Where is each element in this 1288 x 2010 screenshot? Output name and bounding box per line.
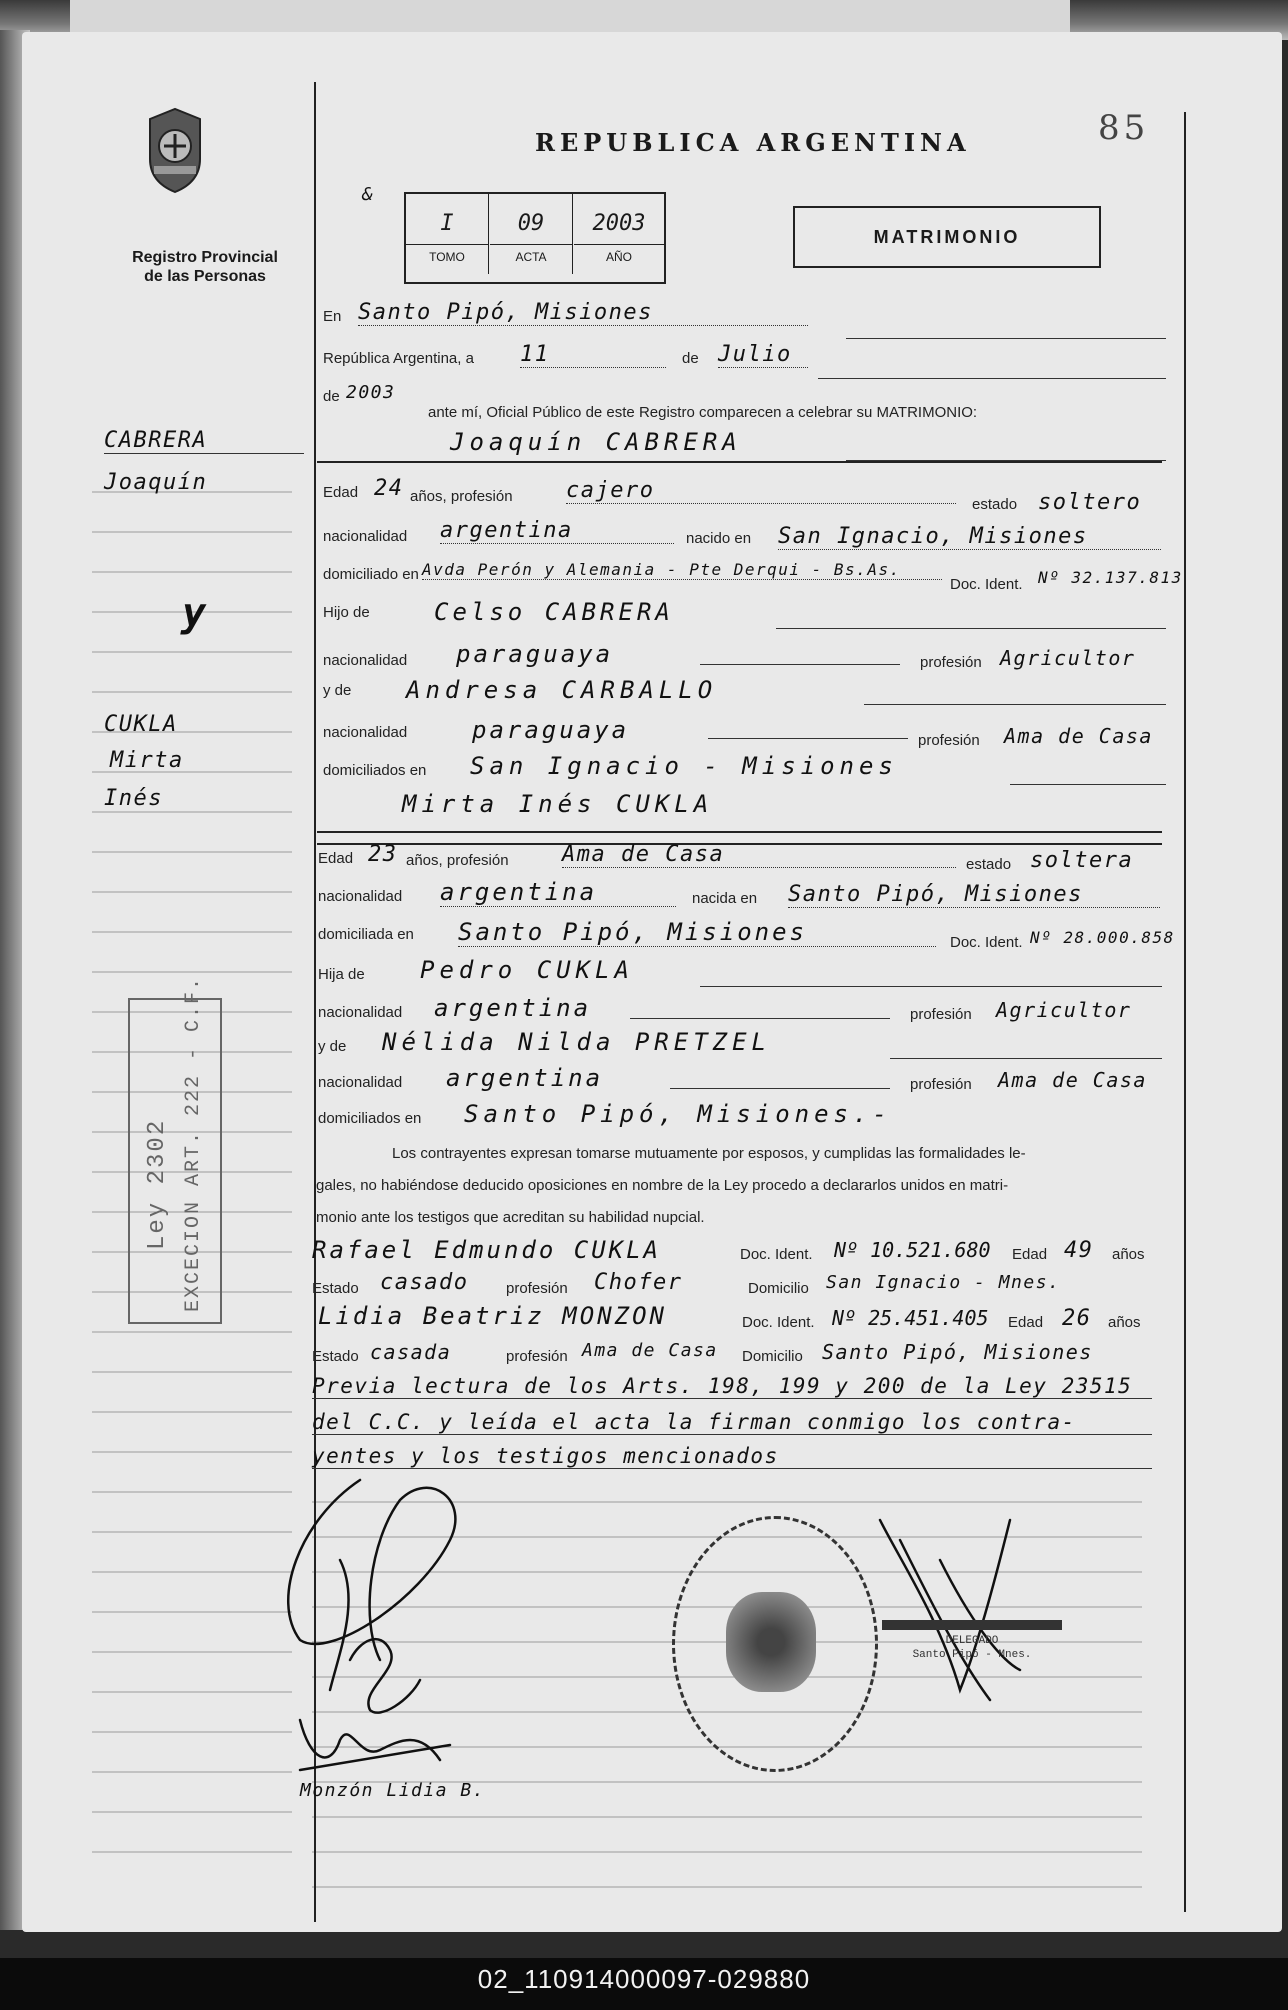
de-label: de bbox=[682, 350, 699, 367]
groom-mother-prof-label: profesión bbox=[918, 732, 980, 749]
law-exemption-stamp bbox=[128, 975, 222, 1324]
groom-edad-label: Edad bbox=[323, 484, 359, 501]
groom-mother: Andresa CARBALLO bbox=[406, 676, 718, 704]
acta-value: 09 bbox=[490, 194, 572, 245]
republica-label: República Argentina, a bbox=[323, 350, 474, 367]
groom-father-nac-label: nacionalidad bbox=[323, 652, 408, 669]
declaration-line3: monio ante los testigos que acreditan su habilidad nupcial. bbox=[316, 1209, 705, 1226]
groom-mother-nationality: paraguaya bbox=[472, 716, 630, 744]
witness1-anos-label: años bbox=[1112, 1246, 1145, 1263]
witness1-age: 49 bbox=[1064, 1238, 1094, 1263]
officer-stamp-line1: DELEGADO bbox=[945, 1635, 999, 1647]
officer-stamp-line2: Santo Pipó - Mnes. bbox=[912, 1649, 1032, 1661]
bride-father: Pedro CUKLA bbox=[420, 956, 634, 984]
margin-mark: & bbox=[362, 184, 375, 205]
witness1-doc-label: Doc. Ident. bbox=[740, 1246, 813, 1263]
margin-bride-name2: Inés bbox=[104, 786, 163, 811]
bride-father-nat-underline bbox=[630, 1018, 890, 1019]
month: Julio bbox=[718, 342, 808, 368]
bride-father-nac-label: nacionalidad bbox=[318, 1004, 403, 1021]
witness2-doc: Nº 25.451.405 bbox=[832, 1306, 989, 1330]
margin-bride-surname: CUKLA bbox=[104, 712, 178, 737]
margin-connector: y bbox=[182, 590, 208, 636]
groom-parents-dom-label: domiciliados en bbox=[323, 762, 427, 779]
groom-father-prof-label: profesión bbox=[920, 654, 982, 671]
groom-name-underline bbox=[846, 460, 1166, 461]
margin-groom-name: Joaquín bbox=[104, 470, 208, 495]
groom-address: Avda Perón y Alemania - Pte Derqui - Bs.As. bbox=[422, 560, 942, 580]
witness2-signature-text: Monzón Lidia B. bbox=[300, 1780, 486, 1801]
groom-birthplace: San Ignacio, Misiones bbox=[778, 524, 1161, 550]
groom-nac-label: nacionalidad bbox=[323, 528, 408, 545]
bride-mother: Nélida Nilda PRETZEL bbox=[382, 1028, 771, 1056]
bride-father-prof-label: profesión bbox=[910, 1006, 972, 1023]
witness2-doc-label: Doc. Ident. bbox=[742, 1314, 815, 1331]
declaration-line2: gales, no habiéndose deducido oposiciones en nombre de la Ley procedo a declararlos unidos en matri- bbox=[316, 1177, 1009, 1194]
image-code: 02_110914000097-029880 bbox=[477, 1964, 811, 1994]
witness2-age: 26 bbox=[1062, 1306, 1092, 1331]
witness2-edad-label: Edad bbox=[1008, 1314, 1044, 1331]
groom-father-nationality: paraguaya bbox=[456, 640, 614, 668]
acta-label: ACTA bbox=[515, 250, 547, 264]
groom-profession: cajero bbox=[566, 478, 956, 504]
tomo-value: I bbox=[406, 194, 488, 245]
groom-father: Celso CABRERA bbox=[434, 598, 674, 626]
bride-nac-label: nacionalidad bbox=[318, 888, 403, 905]
witness1-profesion-label: profesión bbox=[506, 1280, 568, 1297]
notes-line1: Previa lectura de los Arts. 198, 199 y 200 de la Ley 23515 bbox=[312, 1374, 1152, 1399]
bride-age: 23 bbox=[368, 842, 398, 867]
tomo-label: TOMO bbox=[429, 250, 465, 264]
groom-yde-label: y de bbox=[323, 682, 352, 699]
registry-emblem-icon bbox=[140, 104, 210, 194]
witness1-domicilio-label: Domicilio bbox=[748, 1280, 809, 1297]
page-number: 85 bbox=[1098, 108, 1150, 148]
bride-estado-label: estado bbox=[966, 856, 1012, 873]
bride-doc-label: Doc. Ident. bbox=[950, 934, 1023, 951]
witness2-civil-state: casada bbox=[370, 1340, 452, 1364]
groom-anos-label: años, profesión bbox=[410, 488, 513, 505]
registry-line1: Registro Provincial bbox=[132, 249, 278, 266]
witness2-name: Lidia Beatriz MONZON bbox=[318, 1302, 667, 1330]
groom-father-nat-underline bbox=[700, 664, 900, 665]
bride-full-name: Mirta Inés CUKLA bbox=[402, 790, 714, 818]
witness1-address: San Ignacio - Mnes. bbox=[826, 1272, 1061, 1293]
groom-parents-underline bbox=[1010, 784, 1166, 785]
place: Santo Pipó, Misiones bbox=[358, 300, 808, 326]
groom-mother-nac-label: nacionalidad bbox=[323, 724, 408, 741]
en-label: En bbox=[323, 308, 342, 325]
bride-nacida-label: nacida en bbox=[692, 890, 758, 907]
officer-stamp-name-bar bbox=[882, 1620, 1062, 1630]
groom-mother-underline bbox=[864, 704, 1166, 705]
bride-father-underline bbox=[700, 986, 1162, 987]
groom-full-name: Joaquín CABRERA bbox=[450, 428, 742, 456]
tomo-cell bbox=[406, 194, 489, 274]
place-underline bbox=[846, 338, 1166, 339]
registry-label bbox=[120, 248, 290, 286]
groom-dom-label: domiciliado en bbox=[323, 566, 419, 583]
groom-father-profession: Agricultor bbox=[1000, 646, 1136, 670]
notes-line2: del C.C. y leída el acta la firman conmigo los contra- bbox=[312, 1410, 1152, 1435]
witness1-civil-state: casado bbox=[380, 1270, 469, 1295]
bride-birthplace: Santo Pipó, Misiones bbox=[788, 882, 1160, 908]
declaration-line1: Los contrayentes expresan tomarse mutuamente por esposos, y cumplidas las formalidades le- bbox=[392, 1145, 1026, 1162]
officer-stamp bbox=[872, 1620, 1072, 1662]
ano-label: AÑO bbox=[605, 250, 632, 264]
groom-hijo-label: Hijo de bbox=[323, 604, 370, 621]
witness1-profession: Chofer bbox=[594, 1270, 683, 1295]
bride-doc: Nº 28.000.858 bbox=[1030, 928, 1175, 947]
country-title: REPUBLICA ARGENTINA bbox=[535, 128, 971, 157]
acta-cell bbox=[490, 194, 573, 274]
bride-parents-dom-label: domiciliados en bbox=[318, 1110, 422, 1127]
previous-page-edge bbox=[70, 0, 1070, 35]
bride-mother-underline bbox=[890, 1058, 1162, 1059]
groom-estado-label: estado bbox=[972, 496, 1018, 513]
groom-nationality: argentina bbox=[440, 518, 674, 544]
right-rule bbox=[1184, 112, 1186, 1912]
bride-civil-state: soltera bbox=[1030, 848, 1134, 873]
witness2-anos-label: años bbox=[1108, 1314, 1141, 1331]
groom-father-underline bbox=[776, 628, 1166, 629]
bride-nationality: argentina bbox=[440, 878, 676, 907]
groom-mother-profession: Ama de Casa bbox=[1004, 724, 1153, 748]
year: 2003 bbox=[346, 382, 396, 403]
margin-groom-surname: CABRERA bbox=[104, 428, 304, 454]
act-type-box: MATRIMONIO bbox=[793, 206, 1101, 268]
bride-hija-label: Hija de bbox=[318, 966, 365, 983]
tomo-acta-ano-box bbox=[404, 192, 666, 284]
bride-parents-address: Santo Pipó, Misiones.- bbox=[464, 1100, 892, 1128]
bride-mother-nationality: argentina bbox=[446, 1064, 604, 1092]
year-prefix: de bbox=[323, 388, 340, 405]
bride-mother-prof-label: profesión bbox=[910, 1076, 972, 1093]
margin-bride-name1: Mirta bbox=[110, 748, 184, 773]
witness1-estado-label: Estado bbox=[312, 1280, 359, 1297]
bride-mother-nat-underline bbox=[670, 1088, 890, 1089]
registry-line2: de las Personas bbox=[144, 268, 266, 285]
bride-edad-label: Edad bbox=[318, 850, 354, 867]
seal-center bbox=[726, 1592, 816, 1692]
stamp-line2: EXCECION ART. 222 - C.F. bbox=[182, 975, 205, 1312]
groom-age: 24 bbox=[374, 476, 404, 501]
month-underline bbox=[818, 378, 1166, 379]
bride-profession: Ama de Casa bbox=[562, 842, 956, 868]
witness1-edad-label: Edad bbox=[1012, 1246, 1048, 1263]
margin-rule bbox=[314, 82, 316, 1922]
bride-address: Santo Pipó, Misiones bbox=[458, 918, 936, 947]
witness2-profesion-label: profesión bbox=[506, 1348, 568, 1365]
witness2-profession: Ama de Casa bbox=[582, 1340, 718, 1361]
bride-mother-profession: Ama de Casa bbox=[998, 1068, 1147, 1092]
notes-line3: yentes y los testigos mencionados bbox=[312, 1444, 1152, 1469]
groom-mother-nat-underline bbox=[708, 738, 908, 739]
bride-father-nationality: argentina bbox=[434, 994, 592, 1022]
day: 11 bbox=[520, 342, 666, 368]
witness2-address: Santo Pipó, Misiones bbox=[822, 1340, 1093, 1364]
groom-nacido-label: nacido en bbox=[686, 530, 752, 547]
bride-anos-label: años, profesión bbox=[406, 852, 509, 869]
groom-doc: Nº 32.137.813 bbox=[1038, 568, 1183, 587]
witness1-name: Rafael Edmundo CUKLA bbox=[312, 1236, 661, 1264]
witness2-estado-label: Estado bbox=[312, 1348, 359, 1365]
witness1-doc: Nº 10.521.680 bbox=[834, 1238, 991, 1262]
ano-cell bbox=[574, 194, 664, 274]
intro-text: ante mí, Oficial Público de este Registro comparecen a celebrar su MATRIMONIO: bbox=[428, 404, 978, 421]
stamp-line1: Ley 2302 bbox=[144, 1118, 171, 1250]
ano-value: 2003 bbox=[574, 194, 664, 245]
declaration bbox=[316, 1138, 1156, 1234]
bride-dom-label: domiciliada en bbox=[318, 926, 414, 943]
bride-mother-nac-label: nacionalidad bbox=[318, 1074, 403, 1091]
groom-parents-address: San Ignacio - Misiones bbox=[470, 752, 898, 780]
groom-doc-label: Doc. Ident. bbox=[950, 576, 1023, 593]
groom-civil-state: soltero bbox=[1038, 490, 1142, 515]
bride-father-profession: Agricultor bbox=[996, 998, 1132, 1022]
bride-yde-label: y de bbox=[318, 1038, 347, 1055]
witness2-domicilio-label: Domicilio bbox=[742, 1348, 803, 1365]
